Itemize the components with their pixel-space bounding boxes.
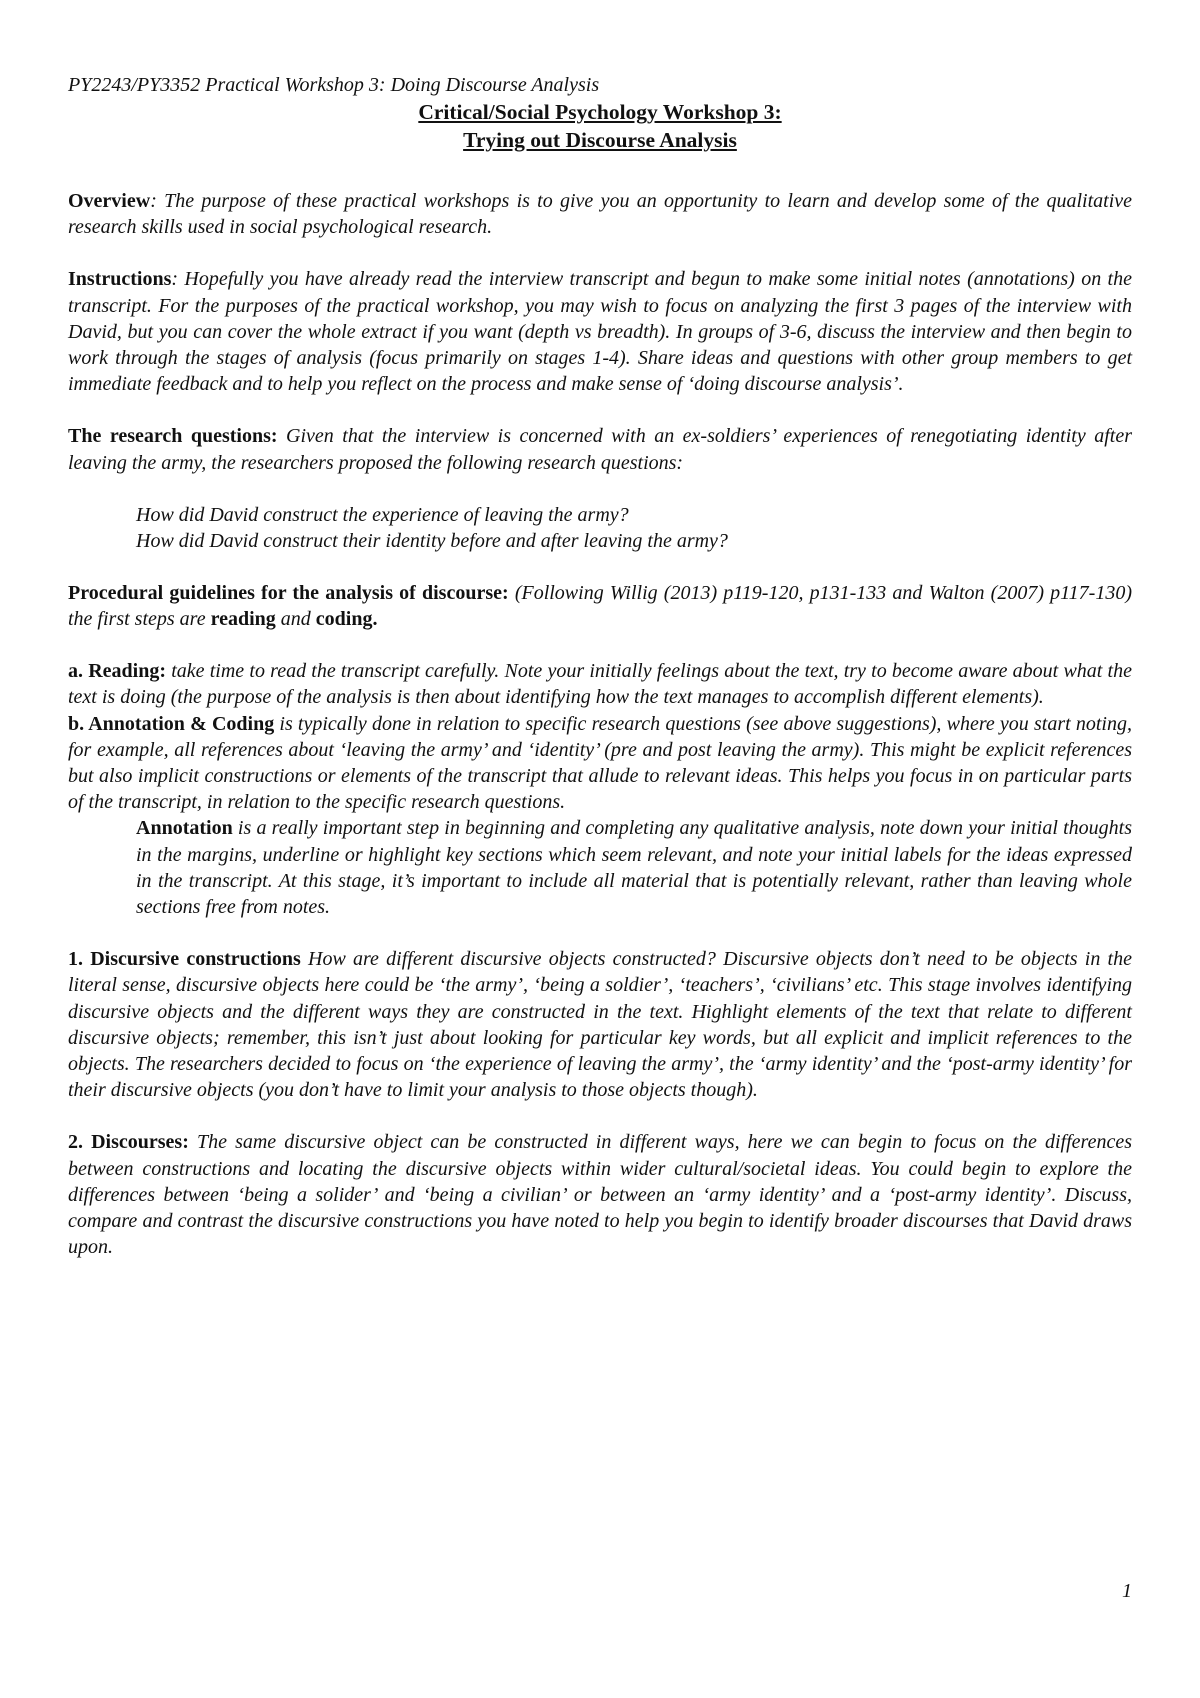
stage-1-label: 1. Discursive constructions (68, 948, 301, 971)
procedural-guidelines-paragraph (68, 580, 1132, 632)
step-b-annotation-coding-paragraph (68, 711, 1132, 816)
procedural-coding: coding (315, 608, 373, 631)
running-header: PY2243/PY3352 Practical Workshop 3: Doing Discourse Analysis (68, 74, 600, 96)
stage-2-discourses-paragraph (68, 1129, 1132, 1260)
annotation-note-paragraph (136, 815, 1132, 920)
stage-1-text: How are different discursive objects constructed? Discursive objects don’t need to be objects in the literal sense, discursive objects here could be ‘the army’, ‘being a soldier’, ‘teachers’, ‘civilians’ etc. This stage involves identifying discursive objects and the different ways they are constructed in the text. Highlight elements of the text that relate to different discursive objects; remember, this isn’t just about looking for particular key words, but all explicit and implicit references to the objects. The researchers decided to focus on ‘the experience of leaving the army’, the ‘army identity’ and the ‘post-army identity’ for their discursive objects (you don’t have to limit your analysis to those objects though). (68, 948, 1132, 1102)
spacer (68, 397, 1132, 423)
instructions-paragraph (68, 266, 1132, 397)
page-number: 1 (1122, 1580, 1132, 1602)
instructions-text: Hopefully you have already read the interview transcript and begun to make some initial notes (annotations) on the transcript. For the purposes of the practical workshop, you may wish to focus on analyzing the first 3 pages of the interview with David, but you can cover the whole extract if you want (depth vs breadth). In groups of 3-6, discuss the interview and then begin to work through the stages of analysis (focus primarily on stages 1-4). Share ideas and questions with other group members to get immediate feedback and to help you reflect on the process and make sense of ‘doing discourse analysis’. (68, 268, 1132, 396)
annotation-note-label: Annotation (136, 817, 233, 840)
instructions-label: Instructions (68, 268, 172, 291)
annotation-note-block (68, 815, 1132, 920)
document-page (68, 72, 1132, 1261)
spacer (68, 632, 1132, 658)
step-a-reading-paragraph (68, 658, 1132, 710)
step-b-text: is typically done in relation to specific research questions (see above suggestions), where you start noting, for example, all references about ‘leaving the army’ and ‘identity’ (pre and post leaving the army). This might be explicit references but also implicit constructions or elements of the transcript that allude to relevant ideas. This helps you focus in on particular parts of the transcript, in relation to the specific research questions. (68, 712, 1132, 814)
overview-text: The purpose of these practical workshops is to give you an opportunity to learn and develop some of the qualitative research skills used in social psychological research. (68, 190, 1133, 239)
research-questions-paragraph (68, 423, 1132, 475)
instructions-colon: : (171, 268, 185, 291)
research-question-2: How did David construct their identity before and after leaving the army? (136, 529, 728, 552)
research-questions-label: The research questions: (68, 425, 278, 448)
spacer (68, 920, 1132, 946)
stage-1-discursive-constructions-paragraph (68, 946, 1132, 1103)
document-title-line-1: Critical/Social Psychology Workshop 3: (418, 100, 782, 124)
procedural-text: (Following Willig (2013) p119-120, p131-133 and Walton (2007) p117-130) the first steps are (68, 581, 1133, 631)
procedural-label: Procedural guidelines for the analysis of discourse: (68, 581, 509, 604)
overview-paragraph (68, 188, 1132, 240)
annotation-note-text: is a really important step in beginning and completing any qualitative analysis, note down your initial thoughts in the margins, underline or highlight key sections which seem relevant, and note your initial labels for the ideas expressed in the transcript. At this stage, it’s important to include all material that is potentially relevant, rather than leaving whole sections free from notes. (136, 817, 1132, 919)
spacer (68, 240, 1132, 266)
research-questions-text: Given that the interview is concerned with an ex-soldiers’ experiences of renegotiating identity after leaving the army, the researchers proposed the following research questions: (68, 425, 1132, 474)
spacer (68, 154, 1132, 188)
spacer (68, 554, 1132, 580)
spacer (68, 476, 1132, 502)
step-a-label: a. Reading: (68, 660, 166, 683)
stage-2-label: 2. Discourses: (68, 1131, 189, 1154)
procedural-period: . (372, 608, 378, 631)
stage-2-text: The same discursive object can be constructed in different ways, here we can begin to focus on the differences between constructions and locating the discursive objects within wider cultural/societal ideas. You could begin to explore the differences between ‘being a solider’ and ‘being a civilian’ or between an ‘army identity’ and a ‘post-army identity’. Discuss, compare and contrast the discursive constructions you have noted to help you begin to identify broader discourses that David draws upon. (68, 1131, 1132, 1259)
overview-label: Overview (68, 190, 151, 212)
document-title-line-2: Trying out Discourse Analysis (463, 128, 737, 152)
step-b-label: b. Annotation & Coding (68, 712, 275, 735)
procedural-and: and (275, 608, 316, 631)
step-a-text: take time to read the transcript carefully. Note your initially feelings about the text, try to become aware about what the text is doing (the purpose of the analysis is then about identifying how the text manages to accomplish different elements). (68, 660, 1132, 709)
procedural-reading: reading (210, 608, 276, 631)
spacer (68, 1103, 1132, 1129)
overview-colon: : (150, 190, 165, 212)
research-question-1: How did David construct the experience of leaving the army? (136, 503, 629, 526)
